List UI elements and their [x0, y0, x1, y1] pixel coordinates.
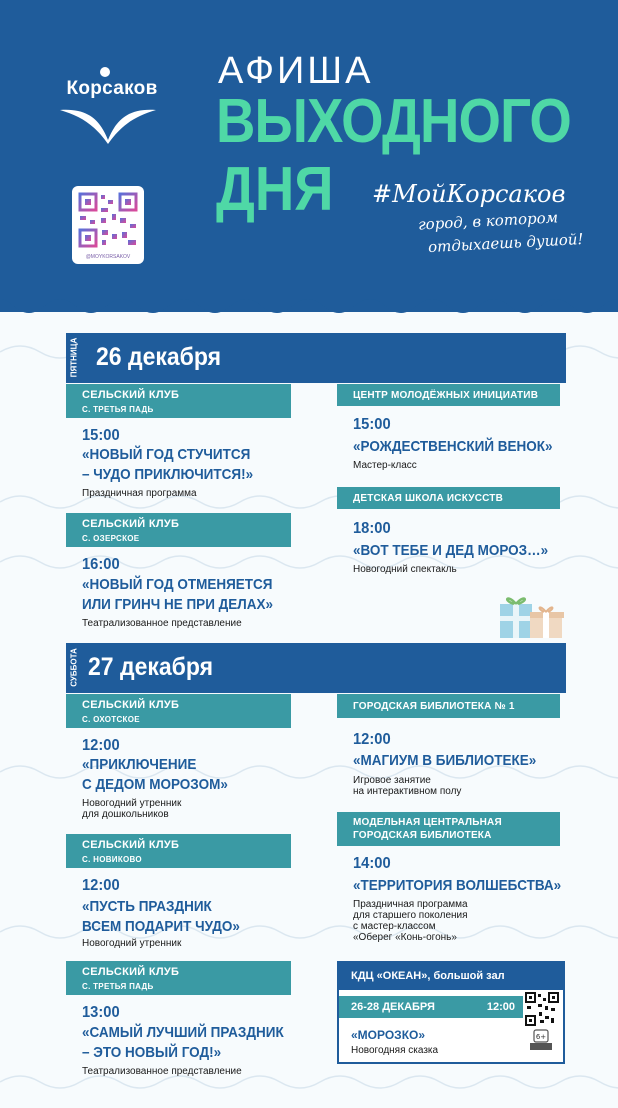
- date-label: 26 декабря: [96, 343, 222, 371]
- weekday-label: СУББОТА: [69, 648, 79, 687]
- event-title-line-2: ВСЕМ ПОДАРИТ ЧУДО»: [82, 918, 240, 935]
- event-description: Новогодний спектакль: [353, 564, 457, 575]
- event-title: «МАГИУМ В БИБЛИОТЕКЕ»: [353, 752, 537, 769]
- okean-event-title: «МОРОЗКО»: [351, 1028, 426, 1042]
- korsakov-logo-icon: [58, 58, 158, 148]
- event-description-line-1: Игровое занятие: [353, 775, 431, 786]
- okean-venue-header: КДЦ «ОКЕАН», большой зал: [339, 963, 563, 990]
- event-time: 16:00: [82, 556, 120, 573]
- event-title: «ВОТ ТЕБЕ И ДЕД МОРОЗ…»: [353, 542, 549, 559]
- event-title-line-2: – ЭТО НОВЫЙ ГОД!»: [82, 1044, 222, 1061]
- slogan-line-2: отдыхаешь душой!: [427, 229, 584, 257]
- event-description: Мастер-класс: [353, 460, 417, 471]
- venue-name: СЕЛЬСКИЙ КЛУБ: [82, 389, 180, 401]
- event-title-line-2: С ДЕДОМ МОРОЗОМ»: [82, 776, 228, 793]
- event-title-line-1: «НОВЫЙ ГОД ОТМЕНЯЕТСЯ: [82, 576, 273, 593]
- event-time: 12:00: [353, 731, 391, 748]
- venue-name: ГОРОДСКАЯ БИБЛИОТЕКА № 1: [353, 701, 515, 712]
- okean-date-strip: [339, 996, 523, 1018]
- venue-place: С. ТРЕТЬЯ ПАДЬ: [82, 405, 154, 414]
- event-time: 13:00: [82, 1004, 120, 1021]
- okean-event-card: [337, 961, 565, 1064]
- event-title-line-2: – ЧУДО ПРИКЛЮЧИТСЯ!»: [82, 466, 254, 483]
- day-banner-saturday: [66, 643, 566, 693]
- venue-strip: [66, 694, 291, 728]
- event-description-line-1: Новогодний утренник: [82, 798, 182, 809]
- venue-strip: [337, 694, 560, 718]
- event-description-line-2: для старшего поколения: [353, 910, 468, 921]
- venue-place: С. ОЗЕРСКОЕ: [82, 534, 140, 543]
- gift-boxes-icon: [496, 592, 568, 640]
- title-line-1: АФИША: [218, 50, 374, 92]
- venue-strip: [337, 487, 560, 509]
- okean-dates: 26-28 ДЕКАБРЯ: [351, 1001, 435, 1013]
- event-time: 18:00: [353, 520, 391, 537]
- title-line-2: ВЫХОДНОГО: [216, 87, 571, 156]
- venue-strip: [337, 384, 560, 406]
- weekday-label: ПЯТНИЦА: [69, 337, 79, 378]
- venue-place: С. ОХОТСКОЕ: [82, 715, 140, 724]
- event-time: 15:00: [353, 416, 391, 433]
- event-description: Театрализованное представление: [82, 1066, 242, 1077]
- hashtag: #МойКорсаков: [372, 180, 566, 208]
- venue-name: ДЕТСКАЯ ШКОЛА ИСКУССТВ: [353, 493, 504, 504]
- event-description-line-2: на интерактивном полу: [353, 786, 462, 797]
- venue-name: ЦЕНТР МОЛОДЁЖНЫХ ИНИЦИАТИВ: [353, 390, 539, 401]
- venue-strip: [66, 513, 291, 547]
- slogan-line-1: город, в котором: [417, 208, 559, 234]
- event-title-line-1: «ПУСТЬ ПРАЗДНИК: [82, 898, 212, 915]
- event-title-line-1: «ПРИКЛЮЧЕНИЕ: [82, 756, 197, 773]
- day-banner-friday: [66, 333, 566, 383]
- age-rating-badge-icon: [528, 1029, 554, 1051]
- venue-name-line-2: ГОРОДСКАЯ БИБЛИОТЕКА: [353, 830, 492, 841]
- venue-name: СЕЛЬСКИЙ КЛУБ: [82, 699, 180, 711]
- event-time: 15:00: [82, 427, 120, 444]
- venue-strip: [337, 812, 560, 846]
- event-description: Театрализованное представление: [82, 618, 242, 629]
- event-description: Новогодний утренник: [82, 938, 182, 949]
- event-description: Праздничная программа: [82, 488, 197, 499]
- header-qr-code[interactable]: [72, 186, 144, 264]
- event-description-line-3: с мастер-классом: [353, 921, 436, 932]
- okean-event-description: Новогодняя сказка: [351, 1045, 439, 1056]
- venue-name: СЕЛЬСКИЙ КЛУБ: [82, 966, 180, 978]
- header: [0, 0, 618, 312]
- okean-time: 12:00: [486, 1001, 515, 1013]
- venue-strip: [66, 384, 291, 418]
- qr-code-icon: [72, 186, 144, 252]
- age-rating-label: 6+: [535, 1033, 547, 1041]
- okean-qr-code[interactable]: [525, 992, 559, 1026]
- venue-name: СЕЛЬСКИЙ КЛУБ: [82, 518, 180, 530]
- event-description-line-4: «Оберег «Конь-огонь»: [353, 932, 457, 943]
- event-title: «РОЖДЕСТВЕНСКИЙ ВЕНОК»: [353, 438, 553, 455]
- title-line-3: ДНЯ: [216, 155, 334, 224]
- date-label: 27 декабря: [88, 653, 214, 681]
- qr-label: @MOYKORSAKOV: [85, 254, 131, 260]
- event-description-line-1: Праздничная программа: [353, 899, 468, 910]
- logo-text: Корсаков: [66, 78, 158, 99]
- venue-strip: [66, 961, 291, 995]
- event-title: «ТЕРРИТОРИЯ ВОЛШЕБСТВА»: [353, 877, 562, 894]
- event-time: 14:00: [353, 855, 391, 872]
- event-time: 12:00: [82, 737, 120, 754]
- venue-name: СЕЛЬСКИЙ КЛУБ: [82, 839, 180, 851]
- event-time: 12:00: [82, 877, 120, 894]
- event-title-line-1: «НОВЫЙ ГОД СТУЧИТСЯ: [82, 446, 251, 463]
- venue-place: С. НОВИКОВО: [82, 855, 142, 864]
- event-description-line-2: для дошкольников: [82, 809, 169, 820]
- event-title-line-2: ИЛИ ГРИНЧ НЕ ПРИ ДЕЛАХ»: [82, 596, 274, 613]
- venue-name-line-1: МОДЕЛЬНАЯ ЦЕНТРАЛЬНАЯ: [353, 817, 502, 828]
- venue-place: С. ТРЕТЬЯ ПАДЬ: [82, 982, 154, 991]
- event-title-line-1: «САМЫЙ ЛУЧШИЙ ПРАЗДНИК: [82, 1024, 284, 1041]
- venue-strip: [66, 834, 291, 868]
